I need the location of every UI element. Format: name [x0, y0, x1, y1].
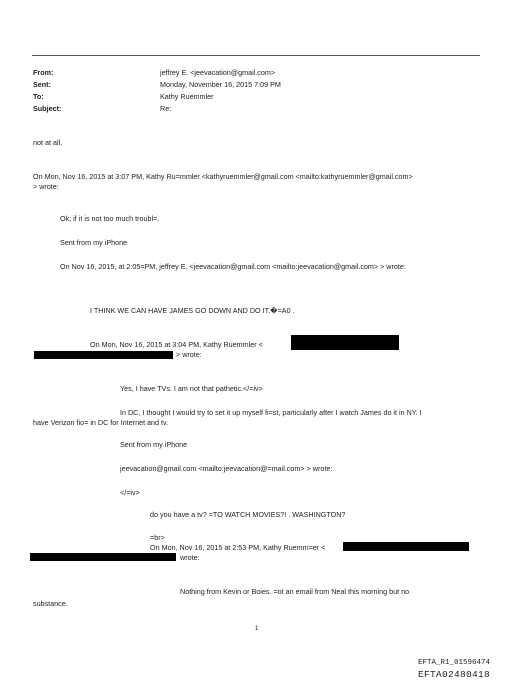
body-line: jeevacation@gmail.com <mailto:jeevacation@=mail.com> > wrote:: [120, 464, 333, 473]
sent-label: Sent:: [33, 80, 51, 89]
from-label: From:: [33, 68, 54, 77]
subject-value: Re:: [160, 104, 172, 113]
body-line: have Verizon fio= in DC for Internet and tv.: [33, 418, 169, 427]
redaction-bar: [30, 553, 176, 561]
bates-id-primary: EFTA02480418: [418, 669, 491, 680]
body-line: > wrote:: [176, 350, 202, 359]
body-line: </=iv>: [120, 488, 140, 497]
body-line: =br>: [150, 533, 165, 542]
body-line: not at all,: [33, 138, 63, 147]
sent-value: Monday, November 16, 2015 7:09 PM: [160, 80, 281, 89]
body-line: Yes, I have TVs. I am not that pathetic.</=iv>: [120, 384, 263, 393]
body-line: Ok; if it is not too much troubl=.: [60, 214, 160, 223]
subject-label: Subject:: [33, 104, 62, 113]
body-line: I THINK WE CAN HAVE JAMES GO DOWN AND DO IT.�=A0 .: [90, 306, 295, 315]
from-value: jeffrey E. <jeevacation@gmail.com>: [160, 68, 276, 77]
redaction-bar: [291, 335, 399, 350]
to-label: To:: [33, 92, 44, 101]
body-line: Nothing from Kevin or Boies. =ot an email from Neal this morning but no: [180, 587, 410, 596]
body-line: substance.: [33, 599, 68, 608]
body-line: > wrote:: [33, 182, 59, 191]
bates-id-secondary: EFTA_R1_01596474: [418, 659, 491, 667]
header-rule: [32, 55, 480, 56]
body-line: On Mon, Nov 16, 2015 at 3:07 PM, Kathy Ru=mmler <kathyruemmler@gmail.com <mailto:kathyruemmler@gmail.com>: [33, 172, 413, 181]
body-line: Sent from my iPhone: [120, 440, 188, 449]
body-line: do you have a tv? =TO WATCH MOVIES?! . WASHINGTON?: [150, 510, 346, 519]
body-line: Sent from my iPhone: [60, 238, 128, 247]
body-line: On Mon, Nov 16, 2015 at 3:04 PM, Kathy Ruemmler <: [90, 340, 263, 349]
body-line: On Nov 16, 2015, at 2:05=PM, jeffrey E. <jeevacation@gmail.com <mailto:jeevacation@gmail.com> > wrote:: [60, 262, 406, 271]
to-value: Kathy Ruemmler: [160, 92, 214, 101]
body-line: wrote:: [180, 553, 200, 562]
body-line: In DC, I thought I would try to set it up myself fi=st, particularly after I watch James do it in NY. I: [120, 408, 422, 417]
redaction-bar: [343, 542, 469, 551]
redaction-bar: [34, 351, 173, 359]
body-line: On Mon, Nov 16, 2015 at 2:53 PM, Kathy Ruemm=er <: [150, 543, 326, 552]
page-number: 1: [255, 626, 259, 632]
